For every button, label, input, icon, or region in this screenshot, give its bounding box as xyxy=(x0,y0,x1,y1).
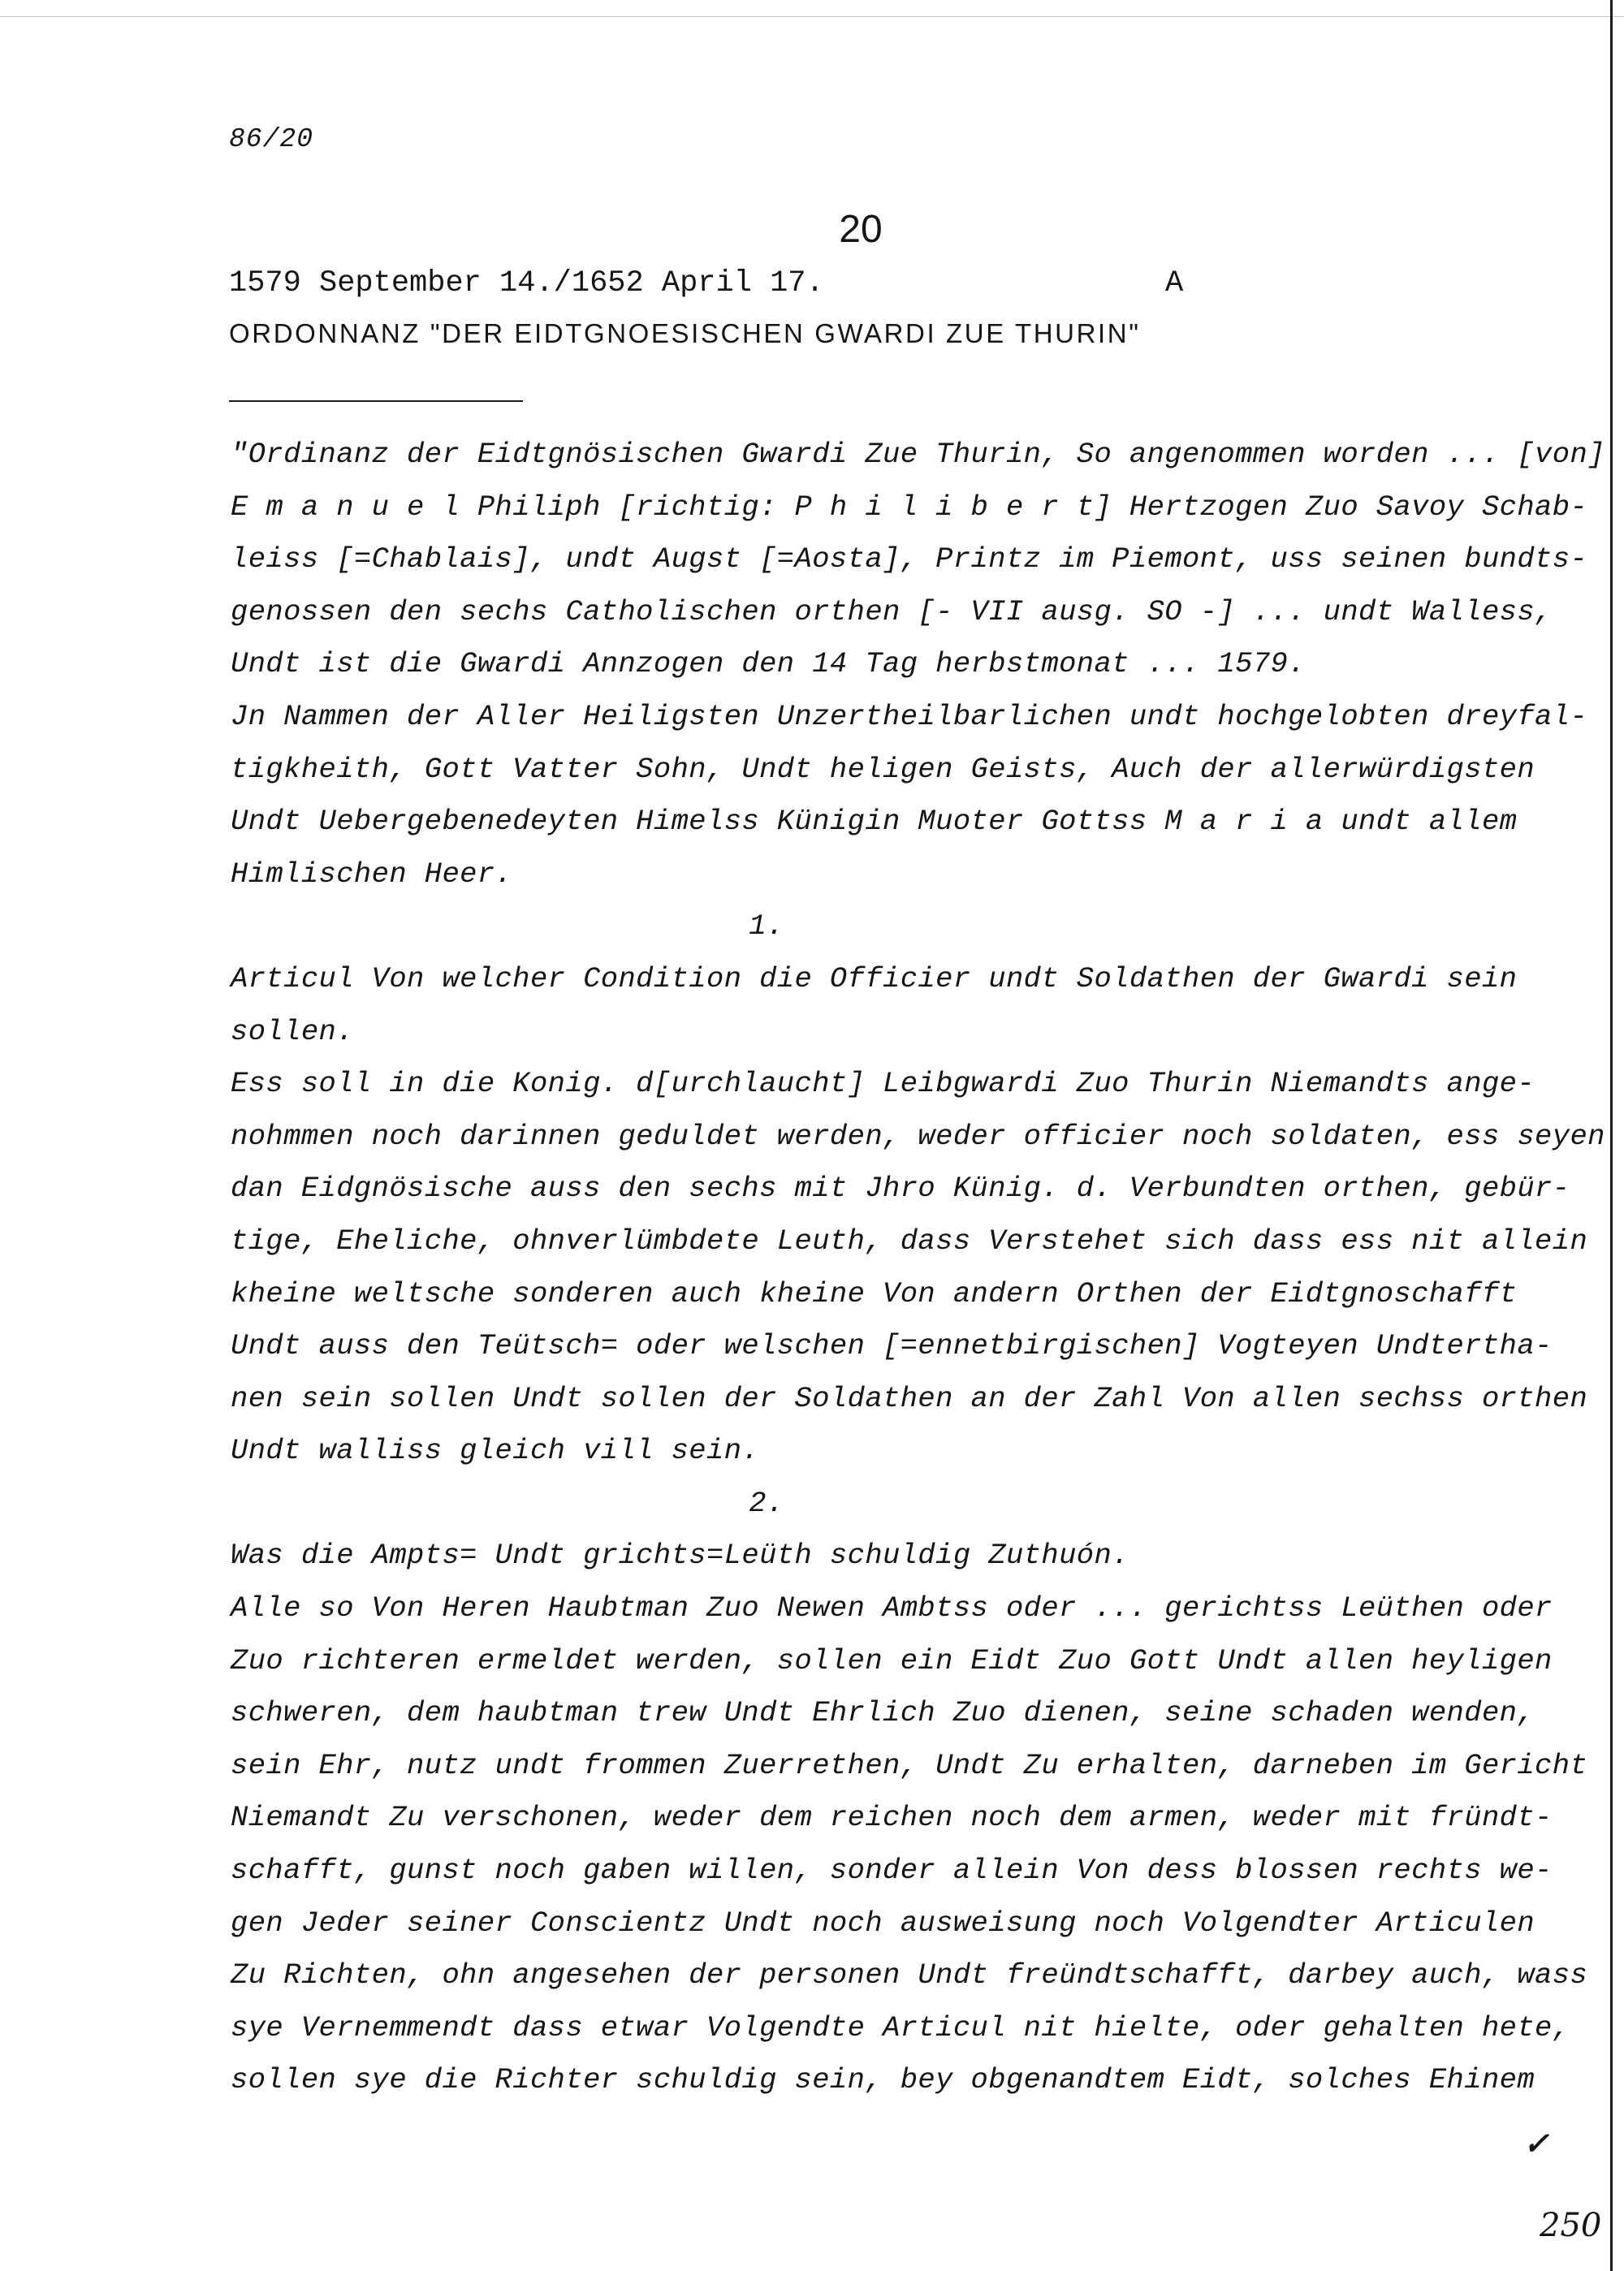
text-line: Undt auss den Teütsch= oder welschen [=ennetbirgischen] Vogteyen Undtertha- xyxy=(231,1329,1553,1363)
text-line: Undt walliss gleich vill sein. xyxy=(231,1434,760,1468)
text-line: genossen den sechs Catholischen orthen [- VII ausg. SO -] ... undt Walless, xyxy=(231,594,1553,628)
text-line: Undt Uebergebenedeyten Himelss Künigin Muoter Gottss M a r i a undt allem xyxy=(231,805,1518,839)
text-line: sein Ehr, nutz undt frommen Zuerrethen, Undt Zu erhalten, darneben im Gericht xyxy=(231,1748,1588,1782)
article-number: 2. xyxy=(749,1486,784,1520)
handwritten-folio-number: 250 xyxy=(1540,2207,1602,2244)
page-number: 20 xyxy=(839,208,883,251)
title-rule xyxy=(229,400,523,402)
document-title: ORDONNANZ "DER EIDTGNOESISCHEN GWARDI ZUE THURIN" xyxy=(229,318,1141,348)
text-line: leiss [=Chablais], undt Augst [=Aosta], Printz im Piemont, uss seinen bundts- xyxy=(231,542,1588,576)
text-line: gen Jeder seiner Conscientz Undt noch ausweisung noch Volgendter Articulen xyxy=(231,1906,1535,1940)
text-line: Articul Von welcher Condition die Officier undt Soldathen der Gwardi sein xyxy=(231,961,1518,995)
article-number: 1. xyxy=(749,909,784,943)
text-line: Was die Ampts= Undt grichts=Leüth schuldig Zuthuón. xyxy=(231,1539,1129,1573)
text-line: Zu Richten, ohn angesehen der personen Undt freündtschafft, darbey auch, wass xyxy=(231,1958,1588,1993)
text-line: schafft, gunst noch gaben willen, sonder allein Von dess blossen rechts we- xyxy=(231,1854,1553,1888)
scan-top-edge xyxy=(0,16,1624,17)
text-line: sye Vernemmendt dass etwar Volgendte Articul nit hielte, oder gehalten hete, xyxy=(231,2010,1570,2044)
text-line: Himlischen Heer. xyxy=(231,857,513,891)
text-line: nohmmen noch darinnen geduldet werden, weder officier noch soldaten, ess seyen xyxy=(231,1119,1605,1153)
text-line: nen sein sollen Undt sollen der Soldathen an der Zahl Von allen sechss orthen xyxy=(231,1381,1588,1415)
text-line: schweren, dem haubtman trew Undt Ehrlich Zuo dienen, seine schaden wenden, xyxy=(231,1696,1535,1730)
text-line: kheine weltsche sonderen auch kheine Von andern Orthen der Eidtgnoschafft xyxy=(231,1276,1518,1310)
text-line: Alle so Von Heren Haubtman Zuo Newen Ambtss oder ... gerichtss Leüthen oder xyxy=(231,1591,1553,1626)
date-line: 1579 September 14./1652 April 17. xyxy=(229,266,824,300)
text-line: tige, Eheliche, ohnverlümbdete Leuth, dass Verstehet sich dass ess nit allein xyxy=(231,1224,1588,1258)
handwritten-check-mark: ✓ xyxy=(1523,2125,1549,2161)
text-line: Ess soll in die Konig. d[urchlaucht] Leibgwardi Zuo Thurin Niemandts ange- xyxy=(231,1067,1535,1101)
text-line: sollen. xyxy=(231,1014,354,1048)
text-line: Zuo richteren ermeldet werden, sollen ein Eidt Zuo Gott Undt allen heyligen xyxy=(231,1643,1553,1677)
text-line: Undt ist die Gwardi Annzogen den 14 Tag herbstmonat ... 1579. xyxy=(231,647,1306,681)
transcription-body xyxy=(231,429,1605,2107)
scan-right-edge xyxy=(1610,0,1613,2271)
text-line: Jn Nammen der Aller Heiligsten Unzertheilbarlichen undt hochgelobten dreyfal- xyxy=(231,699,1588,733)
text-line: Niemandt Zu verschonen, weder dem reichen noch dem armen, weder mit fründt- xyxy=(231,1801,1553,1835)
document-reference: 86/20 xyxy=(229,124,314,154)
text-line: dan Eidgnösische auss den sechs mit Jhro Künig. d. Verbundten orthen, gebür- xyxy=(231,1172,1570,1206)
text-line: E m a n u e l Philiph [richtig: P h i l i b e r t] Hertzogen Zuo Savoy Schab- xyxy=(231,490,1588,524)
text-line: sollen sye die Richter schuldig sein, bey obgenandtem Eidt, solches Ehinem xyxy=(231,2063,1535,2097)
text-line: tigkheith, Gott Vatter Sohn, Undt heligen Geists, Auch der allerwürdigsten xyxy=(231,752,1535,786)
text-line: "Ordinanz der Eidtgnösischen Gwardi Zue Thurin, So angenommen worden ... [von] xyxy=(231,438,1605,471)
variant-letter: A xyxy=(1165,266,1184,300)
